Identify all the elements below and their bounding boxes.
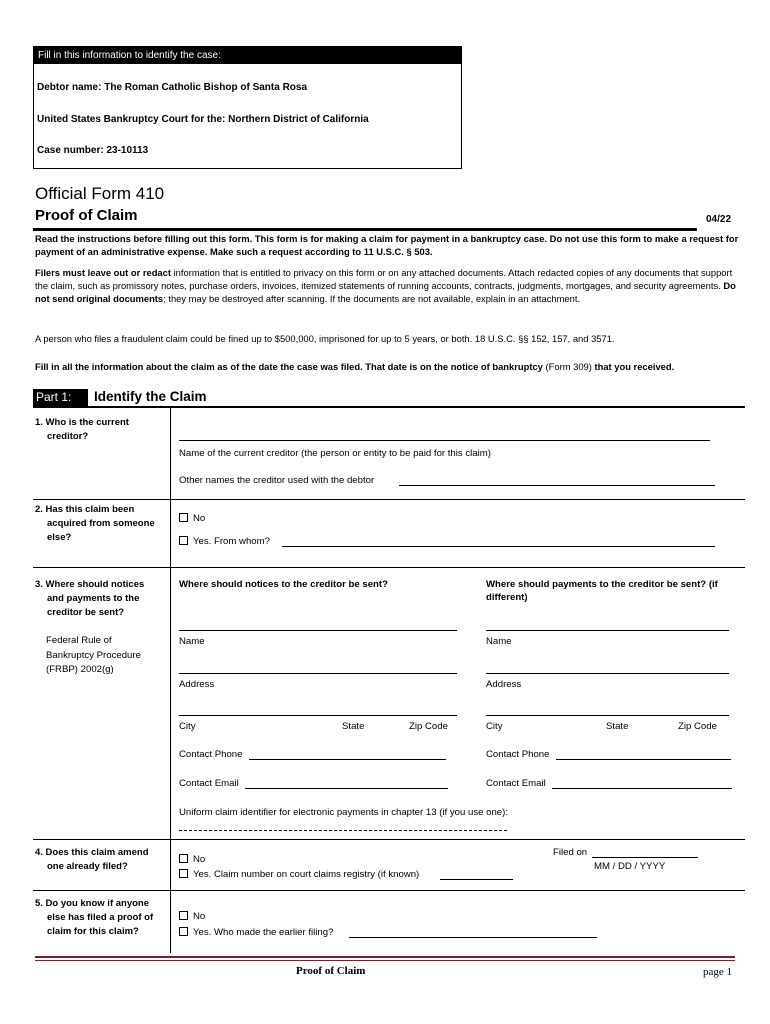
q4-num: 4. Does this claim amend (35, 847, 149, 858)
form-309-ref: (Form 309) (542, 361, 595, 372)
date-format-hint: MM / DD / YYYY (594, 861, 666, 872)
from-whom-input[interactable] (282, 546, 715, 547)
q5-num: 5. Do you know if anyone (35, 898, 150, 909)
notice-phone-label: Contact Phone (179, 749, 243, 760)
q4-label (35, 846, 165, 874)
checkbox-icon[interactable] (179, 927, 188, 936)
case-number: Case number: 23-10113 (37, 145, 149, 156)
notice-zip-label: Zip Code (409, 721, 448, 732)
q2-yes-label: Yes. From whom? (193, 536, 270, 547)
redact-emphasis: Filers must leave out or redact (35, 267, 171, 278)
q4-cont: one already filed? (47, 861, 128, 872)
notice-address-label: Address (179, 679, 215, 690)
fill-in-emphasis: Fill in all the information about the claim as of the date the case was filed. That date is on the notice of bankruptcy (35, 361, 543, 372)
q4-no-label: No (193, 854, 206, 865)
notice-address-input[interactable] (179, 673, 457, 674)
payment-state-label: State (606, 721, 629, 732)
notice-city-label: City (179, 721, 196, 732)
form-name: Official Form 410 (35, 184, 165, 203)
payment-email-label: Contact Email (486, 778, 546, 789)
q1-cont: creditor? (47, 431, 89, 442)
q5-yes-label: Yes. Who made the earlier filing? (193, 927, 334, 938)
footer-title: Proof of Claim (296, 965, 366, 977)
q2-rule (33, 567, 745, 568)
q3-num: 3. Where should notices (35, 579, 145, 590)
case-info-box (33, 46, 462, 169)
court-name: United States Bankruptcy Court for the: Northern District of California (37, 114, 369, 125)
payment-address-input[interactable] (486, 673, 729, 674)
q5-cont2: claim for this claim? (47, 926, 139, 937)
q3-cont1: and payments to the (47, 593, 140, 604)
part1-title: Identify the Claim (94, 389, 207, 404)
payments-heading-line1: Where should payments to the creditor be sent? (if (486, 579, 718, 590)
redact-text: information that is entitled to privacy on this form or on any attached documents. Attach redacted copies of any documents that support the claim, such as promissory notes, purchase orders, invoices, itemized statements of running accounts, contracts, judgments, mortgages, and security agreements. (35, 267, 733, 291)
earlier-filer-input[interactable] (349, 937, 597, 938)
frbp-line-3: (FRBP) 2002(g) (46, 664, 114, 675)
footer-rule (35, 956, 735, 958)
uci-input[interactable] (179, 830, 507, 831)
q2-label (35, 503, 165, 545)
q4-rule (33, 890, 745, 891)
no-originals-text: ; they may be destroyed after scanning. If the documents are not available, explain in an attachment. (163, 293, 581, 304)
q5-no-label: No (193, 911, 206, 922)
q4-yes-option[interactable] (179, 868, 419, 881)
q3-cont2: creditor be sent? (47, 607, 125, 618)
q1-other-names-label: Other names the creditor used with the debtor (179, 475, 375, 486)
claim-number-input[interactable] (440, 879, 513, 880)
payment-city-state-zip-input[interactable] (486, 715, 729, 716)
footer-rule-thin (35, 960, 735, 961)
q4-yes-label: Yes. Claim number on court claims registry (if known) (193, 869, 420, 880)
q2-no-label: No (193, 513, 206, 524)
q4-no-option[interactable] (179, 853, 205, 866)
notice-email-input[interactable] (245, 788, 448, 789)
payment-address-label: Address (486, 679, 522, 690)
fill-in-end: that you received. (594, 361, 675, 372)
q2-yes-option[interactable] (179, 535, 270, 548)
checkbox-icon[interactable] (179, 513, 188, 522)
filed-on-date-input[interactable] (592, 857, 698, 858)
case-box-header: Fill in this information to identify the case: (34, 47, 461, 64)
title-rule (33, 228, 697, 231)
page-number: page 1 (703, 966, 733, 978)
checkbox-icon[interactable] (179, 536, 188, 545)
payments-heading (486, 578, 736, 604)
debtor-name: Debtor name: The Roman Catholic Bishop of Santa Rosa (37, 82, 308, 93)
instructions-paragraph-1: Read the instructions before filling out this form. This form is for making a claim for payment in a bankruptcy case. Do not use this form to make a request for payment of an administrative expense. Make such a request according to 11 U.S.C. § 503. (35, 233, 739, 257)
part1-label: Part 1: (33, 389, 88, 406)
payment-zip-label: Zip Code (678, 721, 717, 732)
q5-cont1: else has filed a proof of (47, 912, 154, 923)
notice-city-state-zip-input[interactable] (179, 715, 457, 716)
form-version: 04/22 (706, 214, 732, 225)
checkbox-icon[interactable] (179, 854, 188, 863)
part1-rule (33, 406, 745, 408)
payment-phone-label: Contact Phone (486, 749, 550, 760)
checkbox-icon[interactable] (179, 869, 188, 878)
q5-label (35, 897, 165, 939)
payment-email-input[interactable] (552, 788, 732, 789)
instructions-paragraph-4 (35, 360, 745, 373)
current-creditor-name-input[interactable] (179, 440, 710, 441)
fraud-warning: A person who files a fraudulent claim could be fined up to $500,000, imprisoned for up to 5 years, or both. 18 U.S.C. §§ 152, 157, and 3571. (35, 333, 615, 344)
column-divider (170, 408, 171, 953)
q1-rule (33, 499, 745, 500)
q5-yes-option[interactable] (179, 926, 333, 939)
q1-name-caption: Name of the current creditor (the person or entity to be paid for this claim) (179, 448, 491, 459)
q3-label (35, 578, 165, 620)
payment-name-input[interactable] (486, 630, 729, 631)
q2-cont2: else? (47, 532, 72, 543)
payment-city-label: City (486, 721, 503, 732)
q5-no-option[interactable] (179, 910, 205, 923)
payment-phone-input[interactable] (556, 759, 731, 760)
notice-phone-input[interactable] (249, 759, 446, 760)
other-names-input[interactable] (399, 485, 715, 486)
frbp-line-1: Federal Rule of (46, 635, 112, 646)
filed-on-label: Filed on (553, 847, 588, 858)
notice-state-label: State (342, 721, 365, 732)
instructions-paragraph-2 (35, 266, 745, 305)
payments-heading-line2: different) (486, 592, 528, 603)
q1-label (35, 416, 165, 444)
q1-num: 1. Who is the current (35, 417, 129, 428)
frbp-line-2: Bankruptcy Procedure (46, 649, 141, 661)
q2-no-option[interactable] (179, 512, 205, 525)
notice-name-label: Name (179, 636, 205, 647)
frbp-note (46, 634, 141, 678)
notices-heading: Where should notices to the creditor be sent? (179, 579, 388, 590)
uci-label: Uniform claim identifier for electronic payments in chapter 13 (if you use one): (179, 807, 508, 818)
payment-name-label: Name (486, 636, 512, 647)
notice-name-input[interactable] (179, 630, 457, 631)
q2-num: 2. Has this claim been (35, 504, 135, 515)
checkbox-icon[interactable] (179, 911, 188, 920)
no-originals-emphasis: Do not send original documents (35, 280, 736, 304)
q2-cont1: acquired from someone (47, 518, 155, 529)
q3-rule (33, 839, 745, 840)
notice-email-label: Contact Email (179, 778, 239, 789)
form-title: Proof of Claim (35, 207, 138, 224)
